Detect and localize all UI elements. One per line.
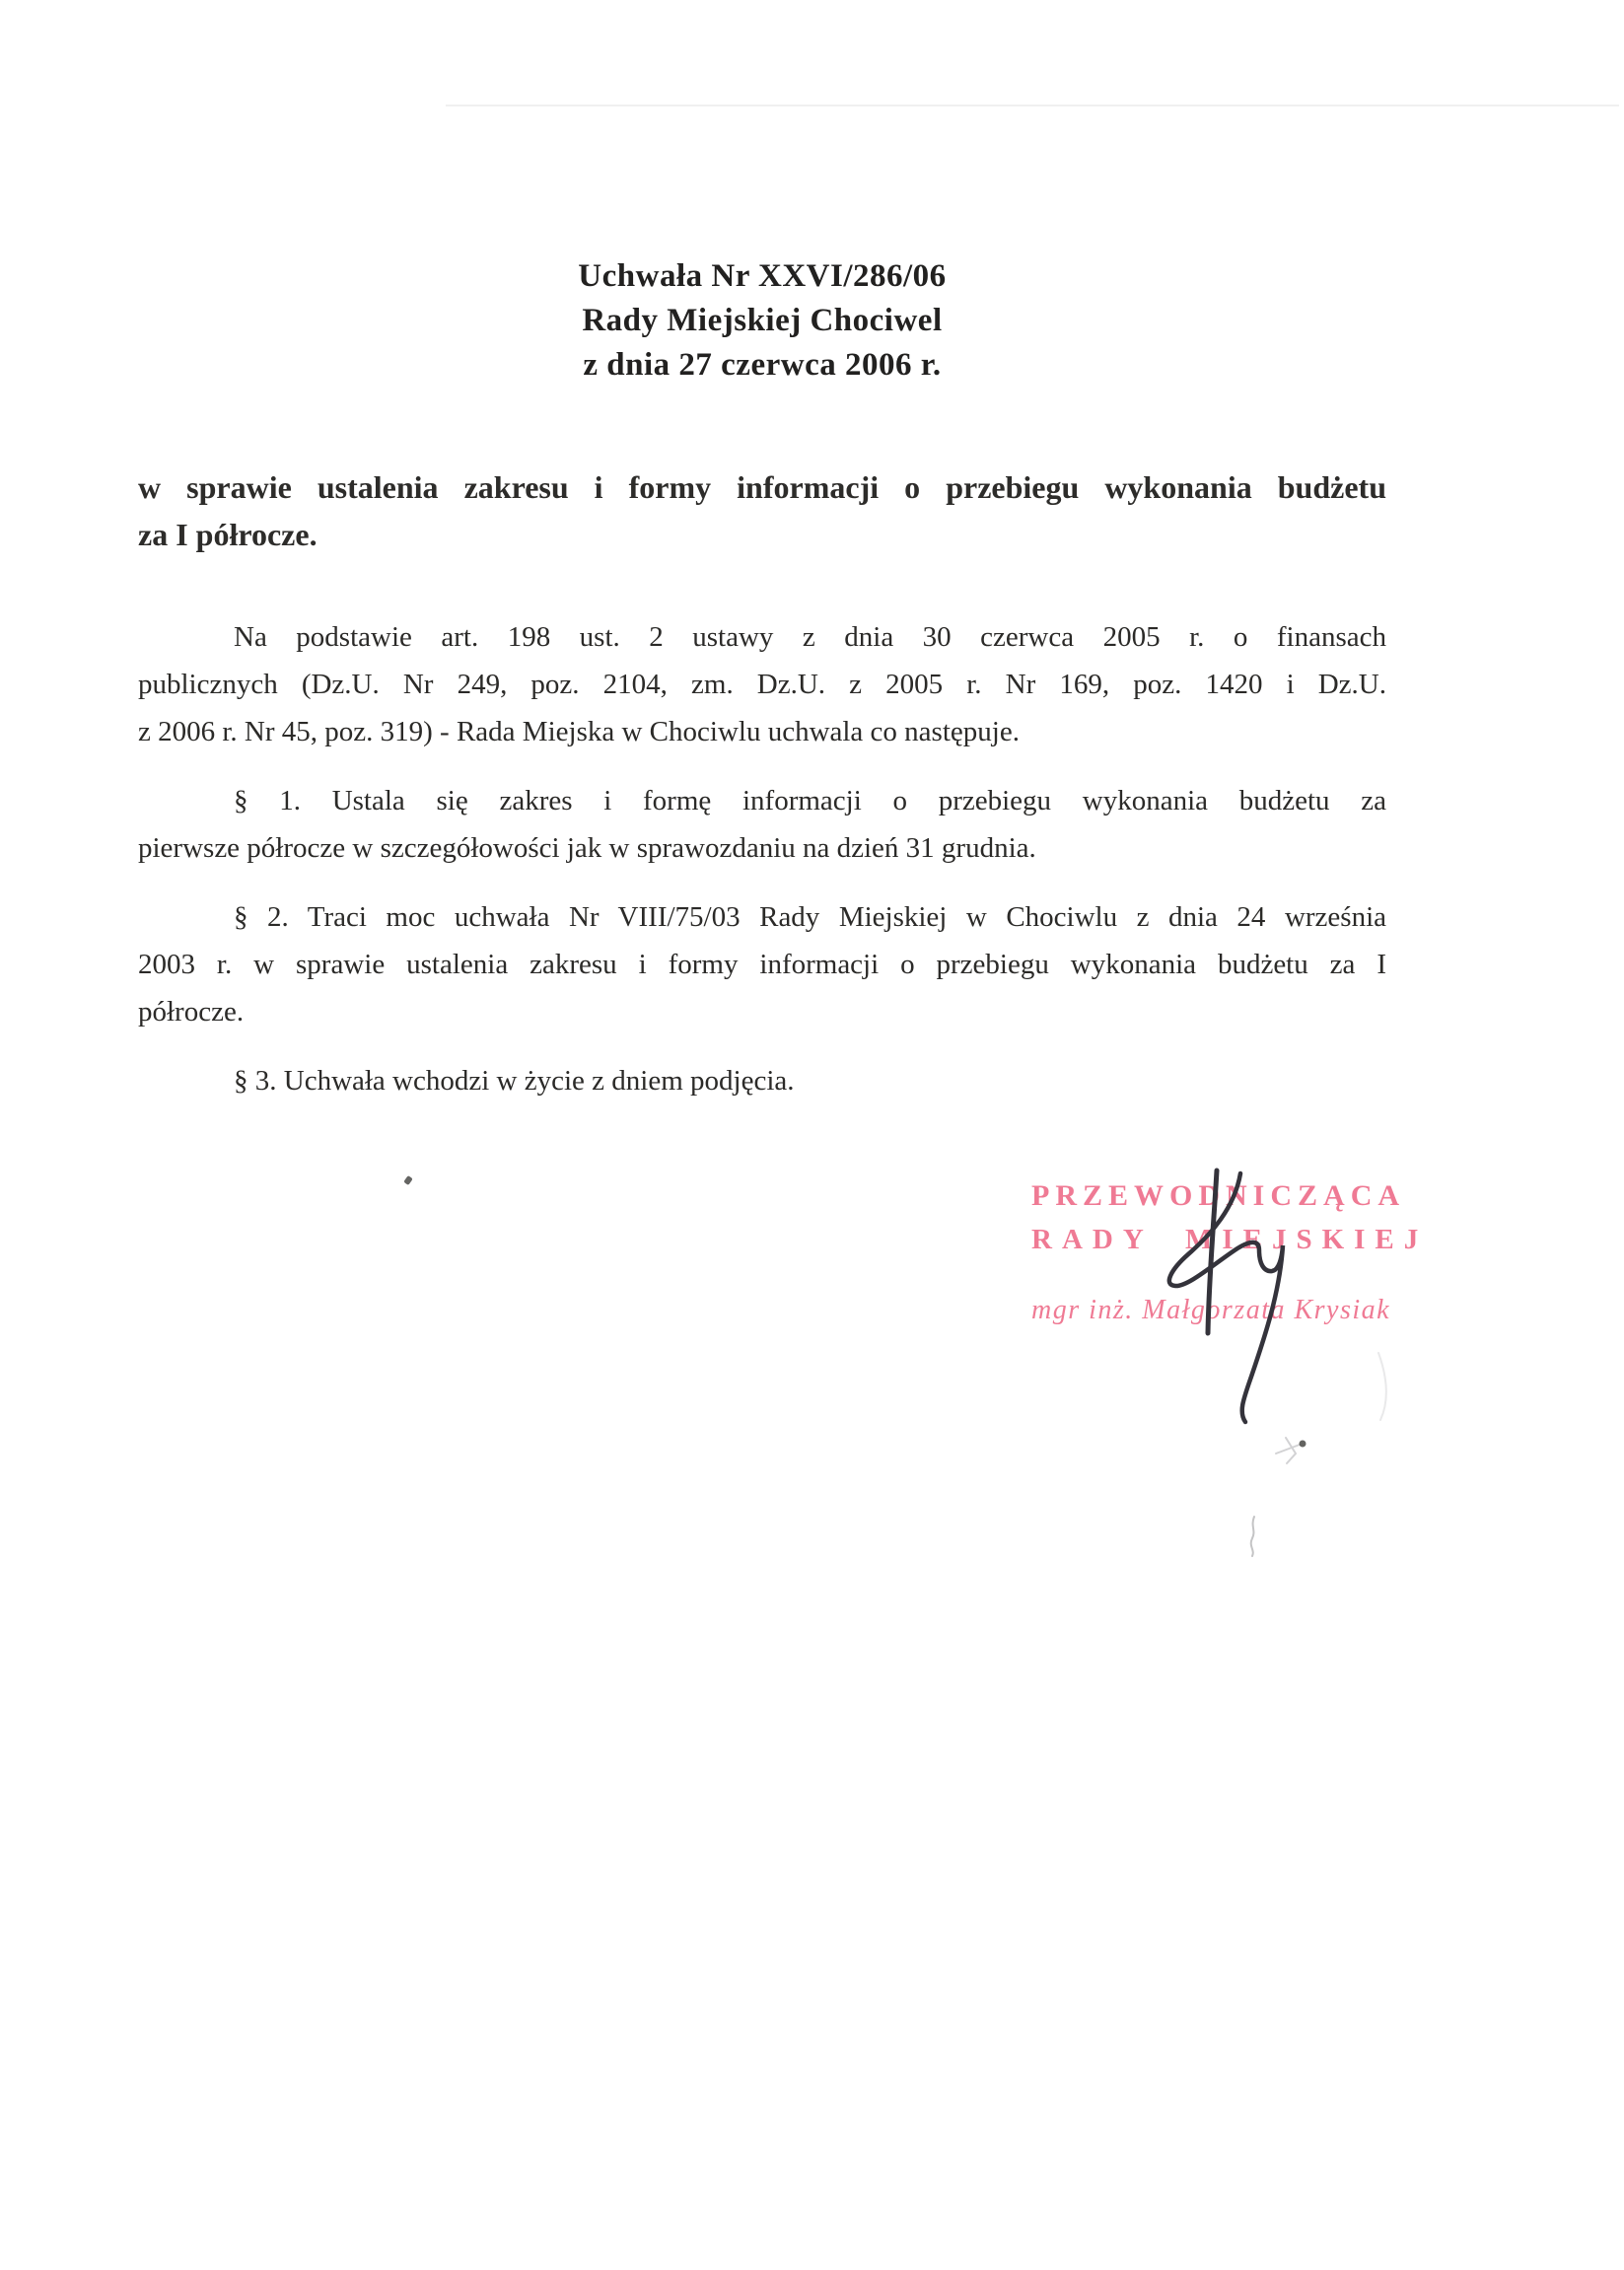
scan-artifact-faint-curve: [1369, 1349, 1398, 1424]
scan-artifact-top-line: [446, 105, 1619, 106]
scan-artifact-speck: [403, 1175, 413, 1185]
resolution-issuer: Rady Miejskiej Chociwel: [582, 303, 943, 338]
resolution-subject: [138, 463, 1386, 558]
section-2-paragraph: [138, 893, 1386, 1035]
paragraph-line: pierwsze półrocze w szczegółowości jak w sprawozdaniu na dzień 31 grudnia.: [138, 832, 1036, 864]
section-1-paragraph: [138, 777, 1386, 872]
subject-line: za I półrocze.: [138, 517, 318, 552]
paragraph-line: publicznych (Dz.U. Nr 249, poz. 2104, zm. Dz.U. z 2005 r. Nr 169, poz. 1420 i Dz.U.: [138, 669, 1386, 700]
paragraph-line: § 3. Uchwała wchodzi w życie z dniem podjęcia.: [234, 1065, 795, 1097]
stamp-title-line: PRZEWODNICZĄCA: [1031, 1179, 1406, 1212]
paragraph-line: § 2. Traci moc uchwała Nr VIII/75/03 Rady Miejskiej w Chociwlu z dnia 24 września: [234, 901, 1386, 933]
paragraph-line: półrocze.: [138, 996, 245, 1028]
subject-line: w sprawie ustalenia zakresu i formy informacji o przebiegu wykonania budżetu: [138, 469, 1386, 505]
resolution-date: z dnia 27 czerwca 2006 r.: [583, 347, 942, 383]
resolution-heading: [138, 254, 1386, 388]
scan-artifact-squiggle: [1242, 1513, 1266, 1560]
resolution-body: [138, 613, 1386, 1126]
resolution-number: Uchwała Nr XXVI/286/06: [578, 258, 947, 294]
paragraph-line: z 2006 r. Nr 45, poz. 319) - Rada Miejska w Chociwlu uchwala co następuje.: [138, 716, 1020, 747]
legal-basis-paragraph: [138, 613, 1386, 755]
stamp-signer-name: mgr inż. Małgorzata Krysiak: [1031, 1295, 1391, 1325]
section-3-paragraph: [138, 1057, 1386, 1104]
paragraph-line: 2003 r. w sprawie ustalenia zakresu i formy informacji o przebiegu wykonania budżetu za I: [138, 949, 1386, 980]
paragraph-line: § 1. Ustala się zakres i formę informacji o przebiegu wykonania budżetu za: [234, 785, 1386, 816]
scan-artifact-smudge: [1270, 1428, 1321, 1471]
stamp-council-line: RADY MIEJSKIEJ: [1031, 1224, 1429, 1255]
paragraph-line: Na podstawie art. 198 ust. 2 ustawy z dnia 30 czerwca 2005 r. o finansach: [234, 621, 1386, 653]
chairwoman-stamp: [1031, 1176, 1429, 1326]
